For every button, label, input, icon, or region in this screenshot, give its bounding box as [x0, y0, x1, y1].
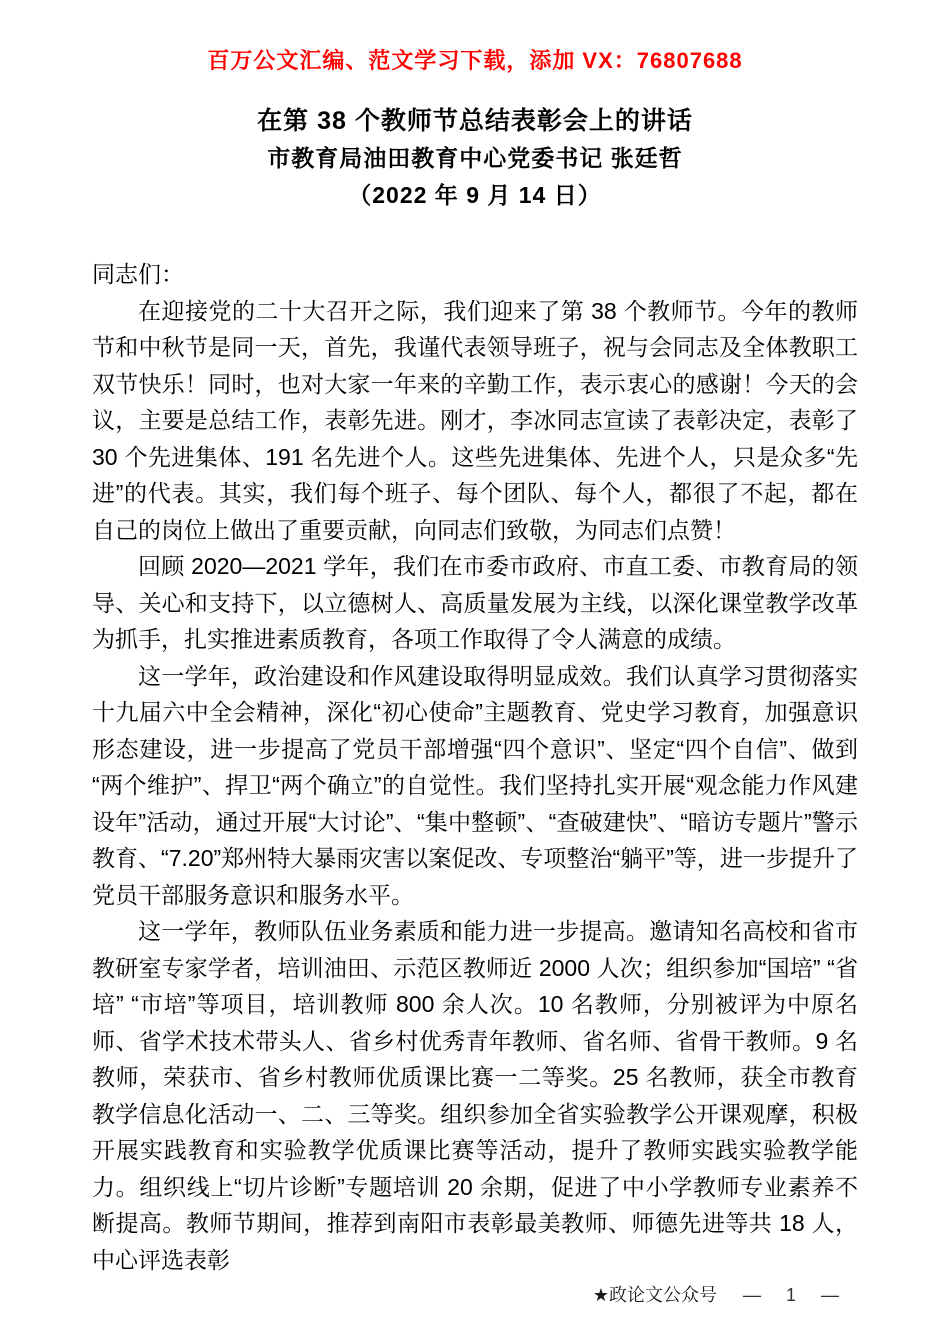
document-title: 在第 38 个教师节总结表彰会上的讲话: [257, 107, 693, 135]
footer-brand: ★政论文公众号: [592, 1285, 717, 1305]
heading-block: [0, 103, 950, 214]
page-footer: [0, 1281, 846, 1307]
date-line: （2022 年 9 月 14 日）: [348, 182, 602, 208]
speaker-line: 市教育局油田教育中心党委书记 张廷哲: [267, 145, 683, 171]
body-paragraph: 这一学年，教师队伍业务素质和能力进一步提高。邀请知名高校和省市教研室专家学者，培训油田、示范区教师近 2000 人次；组织参加“国培” “省培” “市培”等项目，培训教师 800 余人次。10 名教师，分别被评为中原名师、省学术技术带头人、省乡村优秀青年教师、省名师、省骨干教师。9 名教师，荣获市、省乡村教师优质课比赛一二等奖。25 名教师，获全市教育教学信息化活动一、二、三等奖。组织参加全省实验教学公开课观摩，积极开展实践教育和实验教学优质课比赛等活动，提升了教师实践实验教学能力。组织线上“切片诊断”专题培训 20 余期，促进了中小学教师专业素养不断提高。教师节期间，推荐到南阳市表彰最美教师、师德先进等共 18 人，中心评选表彰: [92, 918, 858, 1273]
body-paragraph: 回顾 2020—2021 学年，我们在市委市政府、市直工委、市教育局的领导、关心和支持下，以立德树人、高质量发展为主线，以深化课堂教学改革为抓手，扎实推进素质教育，各项工作取得了令人满意的成绩。: [92, 553, 858, 652]
salutation: 同志们：: [92, 261, 184, 287]
page-number: — 1 —: [742, 1285, 846, 1305]
promo-banner: 百万公文汇编、范文学习下载，添加 VX：76807688: [207, 48, 743, 73]
document-body: [92, 256, 858, 1278]
body-paragraph: 在迎接党的二十大召开之际，我们迎来了第 38 个教师节。今年的教师节和中秋节是同一天，首先，我谨代表领导班子，祝与会同志及全体教职工双节快乐！同时，也对大家一年来的辛勤工作，表示衷心的感谢！今天的会议，主要是总结工作，表彰先进。刚才，李冰同志宣读了表彰决定，表彰了 30 个先进集体、191 名先进个人。这些先进集体、先进个人，只是众多“先进”的代表。其实，我们每个班子、每个团队、每个人，都很了不起，都在自己的岗位上做出了重要贡献，向同志们致敬，为同志们点赞！: [92, 297, 858, 543]
body-paragraph: 这一学年，政治建设和作风建设取得明显成效。我们认真学习贯彻落实十九届六中全会精神，深化“初心使命”主题教育、党史学习教育，加强意识形态建设，进一步提高了党员干部增强“四个意识”、坚定“四个自信”、做到“两个维护”、捍卫“两个确立”的自觉性。我们坚持扎实开展“观念能力作风建设年”活动，通过开展“大讨论”、“集中整顿”、“查破建快”、“暗访专题片”警示教育、“7.20”郑州特大暴雨灾害以案促改、专项整治“躺平”等，进一步提升了党员干部服务意识和服务水平。: [92, 662, 858, 908]
